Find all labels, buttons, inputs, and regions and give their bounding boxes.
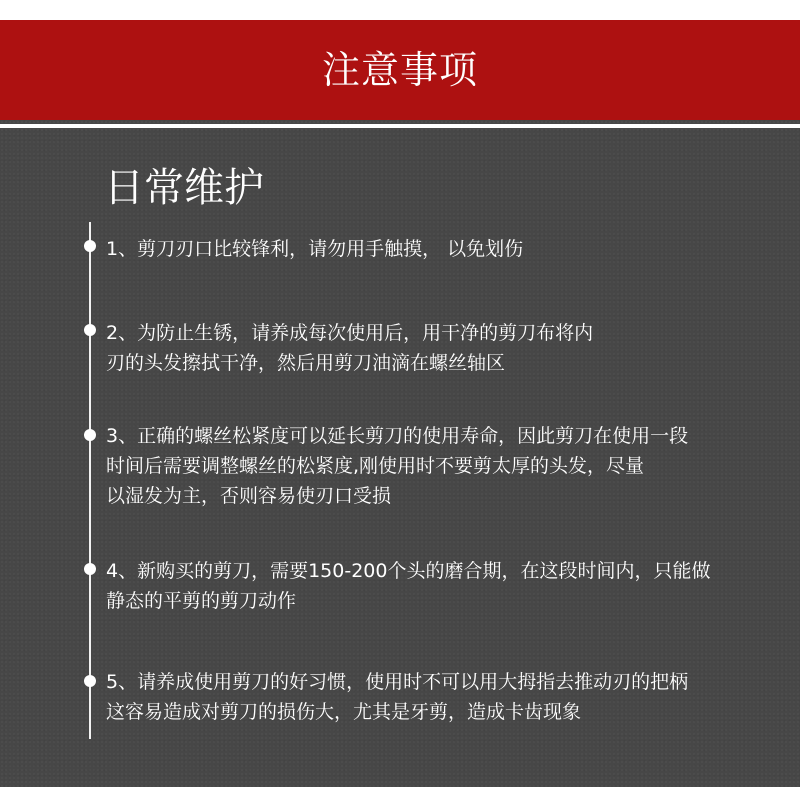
- timeline-dot: [84, 240, 96, 252]
- item-text-line: 2、为防止生锈，请养成每次使用后，用干净的剪刀布将内: [106, 322, 594, 344]
- item-text-line: 1、剪刀刃口比较锋利，请勿用手触摸， 以免划伤: [106, 238, 524, 260]
- banner-title: 注意事项: [321, 48, 478, 92]
- section-title: 日常维护: [104, 165, 264, 211]
- list-item: [106, 318, 786, 378]
- timeline-dot: [84, 324, 96, 336]
- item-text-line: 3、正确的螺丝松紧度可以延长剪刀的使用寿命，因此剪刀在使用一段: [106, 425, 689, 447]
- list-item: [106, 556, 786, 616]
- item-text-line: 刃的头发擦拭干净，然后用剪刀油滴在螺丝轴区: [106, 352, 506, 374]
- item-text-line: 5、请养成使用剪刀的好习惯，使用时不可以用大拇指去推动刃的把柄: [106, 671, 689, 693]
- timeline-dot: [84, 429, 96, 441]
- timeline-dot: [84, 563, 96, 575]
- item-text-line: 这容易造成对剪刀的损伤大，尤其是牙剪，造成卡齿现象: [106, 701, 582, 723]
- list-item: [106, 421, 786, 511]
- timeline-line: [89, 222, 91, 739]
- top-white-strip: [0, 0, 800, 20]
- item-text-line: 时间后需要调整螺丝的松紧度,刚使用时不要剪太厚的头发，尽量: [106, 455, 645, 477]
- item-text-line: 4、新购买的剪刀，需要150-200个头的磨合期，在这段时间内，只能做: [106, 560, 711, 582]
- list-item: [106, 667, 786, 727]
- item-text-line: 以湿发为主，否则容易使刃口受损: [106, 485, 392, 507]
- banner-divider: [0, 124, 800, 128]
- timeline-dot: [84, 675, 96, 687]
- header-banner: [0, 20, 800, 120]
- list-item: [106, 234, 786, 264]
- item-text-line: 静态的平剪的剪刀动作: [106, 590, 297, 612]
